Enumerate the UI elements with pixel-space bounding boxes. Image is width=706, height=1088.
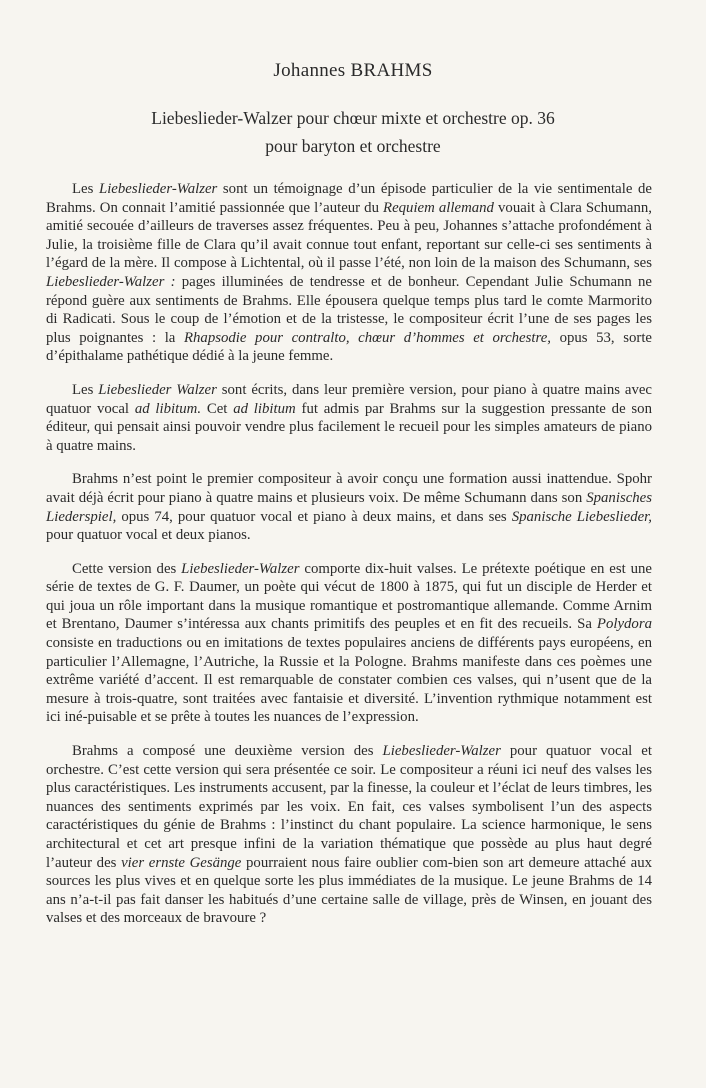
text: consiste en traductions ou en imitations de textes populaires anciens de différents pays européens, en particulier l’Allemagne, l’Autriche, la Russie et la Pologne. Brahms manifeste dans ces poèmes une extrême variété d’accent. Il est remarquable de constater combien ces valses, qui n’usent que de la mesure à trois-quatre, sont traitées avec fantaisie et diversité. L’invention rythmique notamment est ici iné-puisable et se prête à toutes les nuances de l’expression.	[46, 635, 652, 726]
work-title	[0, 104, 706, 160]
text: pages illuminées de tendresse et de bonheur. Cependant Julie Schumann ne répond guère aux sentiments de Brahms. Elle épousera quelque temps plus tard le comte Marmorito di Radicati. Sous le coup de l’émotion et de la tristesse, le compositeur écrit l’une de ses pages les plus poignantes : la	[46, 273, 653, 346]
text: Cette version des	[72, 560, 182, 577]
text: comporte dix-huit valses. Le prétexte poétique en est une série de textes de G. F. Daumer, un poète qui vécut de 1800 à 1875, qui fut un disciple de Herder et qui joua un rôle important dans la musique romantique et postromantique allemande. Comme Arnim et Brentano, Daumer s’intéressa aux chants primitifs des peuples et en fit des recueils. Sa	[46, 560, 652, 633]
text: Brahms a composé une deuxième version des	[72, 743, 383, 760]
italic-title: vier ernste Gesänge	[121, 854, 242, 871]
italic-term: ad libitum.	[134, 400, 202, 417]
text: Les	[72, 381, 99, 398]
text: opus 53, sorte d’épithalame pathétique dédié à la jeune femme.	[46, 329, 652, 365]
text: vouait à Clara Schumann, amitié secouée d’ailleurs de traverses assez fréquentes. Peu à peu, Johannes s’attache profondément à Julie, la troisième fille de Clara qu’il avait connue tout enfant, reportant sur celle-ci ses sentiments à l’égard de la mère. Il compose à Lichtental, où il passe l’été, non loin de la maison des Schumann, ses	[46, 199, 652, 272]
text: pour quatuor vocal et deux pianos.	[46, 527, 251, 544]
composer-heading: Johannes BRAHMS	[273, 60, 433, 81]
text: Les	[72, 181, 99, 197]
program-notes	[46, 180, 652, 928]
text: Cet	[201, 400, 234, 417]
italic-title: Liebeslieder-Walzer :	[46, 273, 176, 290]
text: pour quatuor vocal et orchestre. C’est cette version qui sera présentée ce soir. Le compositeur a réuni ici neuf des valses les plus caractéristiques. Les instruments accusent, par la finesse, la couleur et l’éclat de leurs timbres, les nuances des sentiments exprimés par les voix. En fait, ces valses symbolisent l’un des aspects caractéristiques du génie de Brahms : l’instinct du chant populaire. La science harmonique, le sens architectural et cet art presque infini de la variation thématique que possède au plus haut degré l’auteur des	[46, 743, 652, 871]
work-title-line-1: Liebeslieder-Walzer pour chœur mixte et orchestre op. 36	[151, 108, 555, 128]
text: pourraient nous faire oublier com-bien son art demeure attaché aux sources les plus vives et en quelque sorte les plus immédiates de la musique. Le jeune Brahms de 14 ans n’a-t-il pas fait danser les habitués d’une certaine salle de village, près de Winsen, en jouant des valses et des morceaux de bravoure ?	[46, 854, 653, 927]
paragraph-4	[46, 560, 652, 727]
work-title-line-2: pour baryton et orchestre	[265, 136, 441, 156]
italic-title: Rhapsodie pour contralto, chœur d’hommes et orchestre,	[183, 329, 551, 346]
text: sont écrits, dans leur première version, pour piano à quatre mains avec quatuor vocal	[46, 381, 652, 417]
italic-title: Liebeslieder Walzer	[98, 381, 217, 398]
text: Brahms n’est point le premier compositeur à avoir conçu une formation aussi inattendue. Spohr avait déjà écrit pour piano à quatre mains et plusieurs voix. De même Schumann dans son	[46, 471, 652, 506]
paragraph-1	[46, 180, 652, 366]
paragraph-2	[46, 381, 652, 455]
italic-term: ad libitum	[233, 400, 296, 417]
italic-title: Polydora	[596, 616, 652, 633]
paragraph-5	[46, 742, 652, 928]
italic-title: Liebeslieder-Walzer	[98, 181, 218, 197]
italic-title: Requiem allemand	[383, 199, 494, 216]
italic-title: Spanisches Liederspiel,	[46, 489, 652, 525]
text: fut admis par Brahms sur la suggestion pressante de son éditeur, qui pensait ainsi pouvoir vendre plus facilement le recueil pour les simples amateurs de piano à quatre mains.	[46, 400, 652, 454]
italic-title: Spanische Liebeslieder,	[511, 508, 652, 525]
italic-title: Liebeslieder-Walzer	[382, 743, 501, 760]
text: sont un témoignage d’un épisode particulier de la vie sentimentale de Brahms. On connait l’amitié passionnée que l’auteur du	[46, 181, 652, 216]
paragraph-3	[46, 470, 652, 544]
italic-title: Liebeslieder-Walzer	[181, 560, 300, 577]
text: opus 74, pour quatuor vocal et piano à deux mains, et dans ses	[116, 508, 512, 525]
